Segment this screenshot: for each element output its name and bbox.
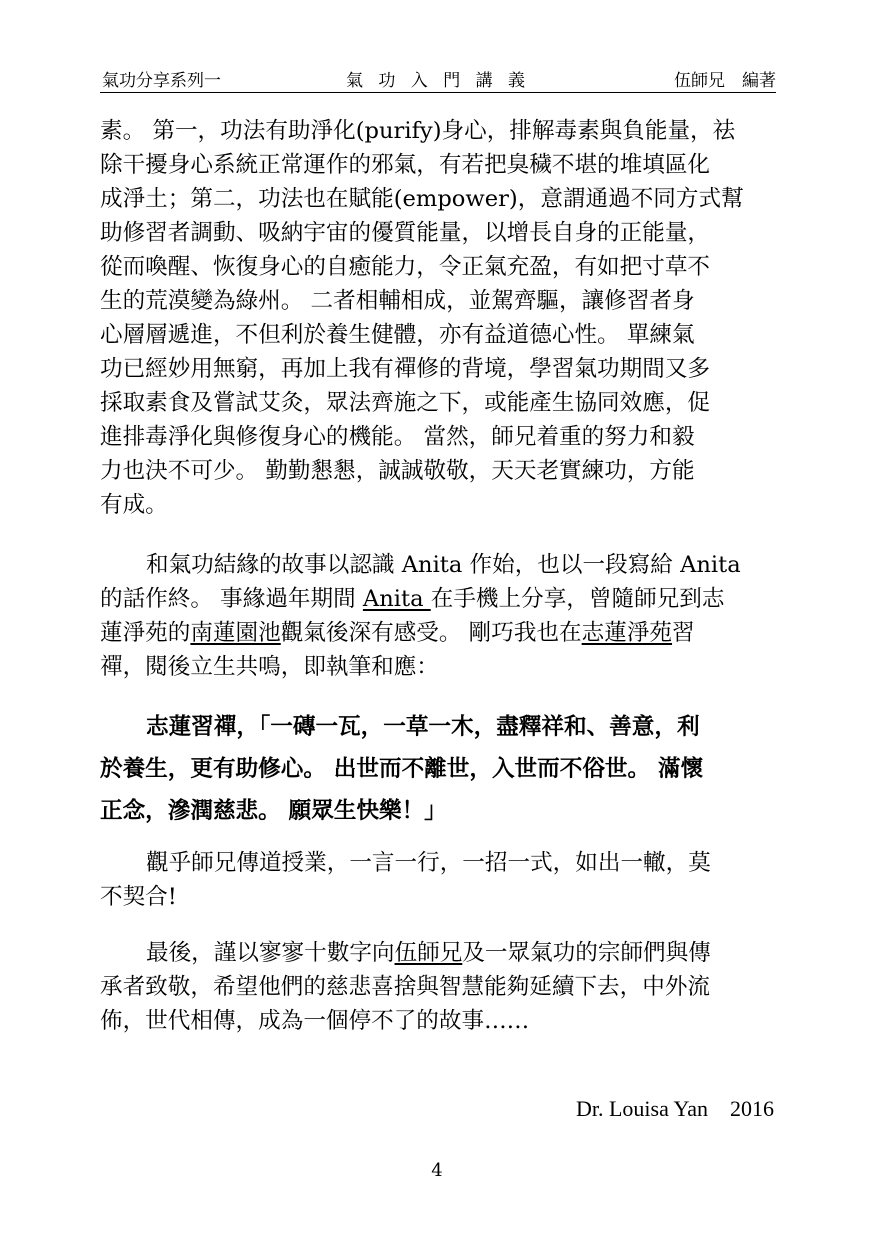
paragraph-4 [100, 846, 776, 914]
paragraph-line: 佈，世代相傳，成為一個停不了的故事…… [100, 1008, 530, 1034]
underlined-name-ng-brother: 伍師兄 [394, 940, 463, 966]
quote-line: 於養生，更有助修心。 出世而不離世，入世而不俗世。 滿懷 [100, 756, 704, 782]
signature: Dr. Louisa Yan 2016 [575, 1096, 774, 1121]
paragraph-line: 助修習者調動、吸納宇宙的優質能量，以增長自身的正能量， [100, 220, 711, 246]
paragraph-line: 採取素食及嘗試艾灸，眾法齊施之下，或能產生協同效應，促 [100, 390, 711, 416]
paragraph-line: 素。 第一，功法有助淨化(purify)身心，排解毒素與負能量，祛 [100, 118, 736, 144]
paragraph-line: 蓮淨苑的南蓮園池觀氣後深有感受。 剛巧我也在志蓮淨苑習 [100, 620, 695, 646]
paragraph-line: 除干擾身心系統正常運作的邪氣，有若把臭穢不堪的堆填區化 [100, 152, 711, 178]
paragraph-2 [100, 548, 776, 684]
paragraph-5 [100, 936, 776, 1038]
paragraph-line: 不契合! [100, 884, 177, 910]
header-series-title: 氣功分享系列一 [102, 71, 221, 91]
paragraph-line: 最後，謹以寥寥十數字向伍師兄及一眾氣功的宗師們與傳 [146, 940, 711, 966]
paragraph-line: 心層層遞進，不但利於養生健體，亦有益道德心性。 單練氣 [100, 322, 695, 348]
quote-line: 志蓮習禪，「一磚一瓦，一草一木，盡釋祥和、善意，利 [146, 714, 700, 740]
paragraph-line: 成淨土；第二，功法也在賦能(empower)，意謂通過不同方式幫 [100, 186, 744, 212]
paragraph-line: 禪，閱後立生共鳴，即執筆和應： [100, 654, 439, 680]
underlined-place-nan-lian-garden: 南蓮園池 [190, 620, 281, 646]
header-document-title: 氣 功 入 門 講 義 [345, 71, 531, 91]
paragraph-line: 進排毒淨化與修復身心的機能。 當然，師兄着重的努力和毅 [100, 424, 695, 450]
paragraph-line: 功已經妙用無窮，再加上我有禪修的背境，學習氣功期間又多 [100, 356, 711, 382]
page-header [100, 64, 776, 93]
header-author: 伍師兄 編著 [674, 71, 776, 91]
paragraph-line: 生的荒漠變為綠州。 二者相輔相成，並駕齊驅，讓修習者身 [100, 288, 695, 314]
page-number: 4 [431, 1160, 443, 1181]
paragraph-line: 力也決不可少。 勤勤懇懇，誠誠敬敬，天天老實練功，方能 [100, 458, 695, 484]
paragraph-line: 承者致敬，希望他們的慈悲喜捨與智慧能夠延續下去，中外流 [100, 974, 711, 1000]
paragraph-line: 的話作終。 事緣過年期間 Anita 在手機上分享，曾隨師兄到志 [100, 586, 725, 612]
underlined-place-chi-lin-nunnery: 志蓮淨苑 [581, 620, 673, 646]
paragraph-line: 觀乎師兄傳道授業，一言一行，一招一式，如出一轍，莫 [146, 850, 711, 876]
paragraph-line: 有成。 [100, 492, 168, 518]
paragraph-1 [100, 114, 776, 522]
paragraph-line: 從而喚醒、恢復身心的自癒能力，令正氣充盈，有如把寸草不 [100, 254, 711, 280]
underlined-name-anita: Anita [362, 586, 431, 612]
quote-line: 正念，滲潤慈悲。 願眾生快樂！」 [100, 798, 447, 824]
paragraph-line: 和氣功結緣的故事以認識 Anita 作始，也以一段寫給 Anita [146, 552, 741, 578]
paragraph-3-quote [100, 706, 776, 832]
